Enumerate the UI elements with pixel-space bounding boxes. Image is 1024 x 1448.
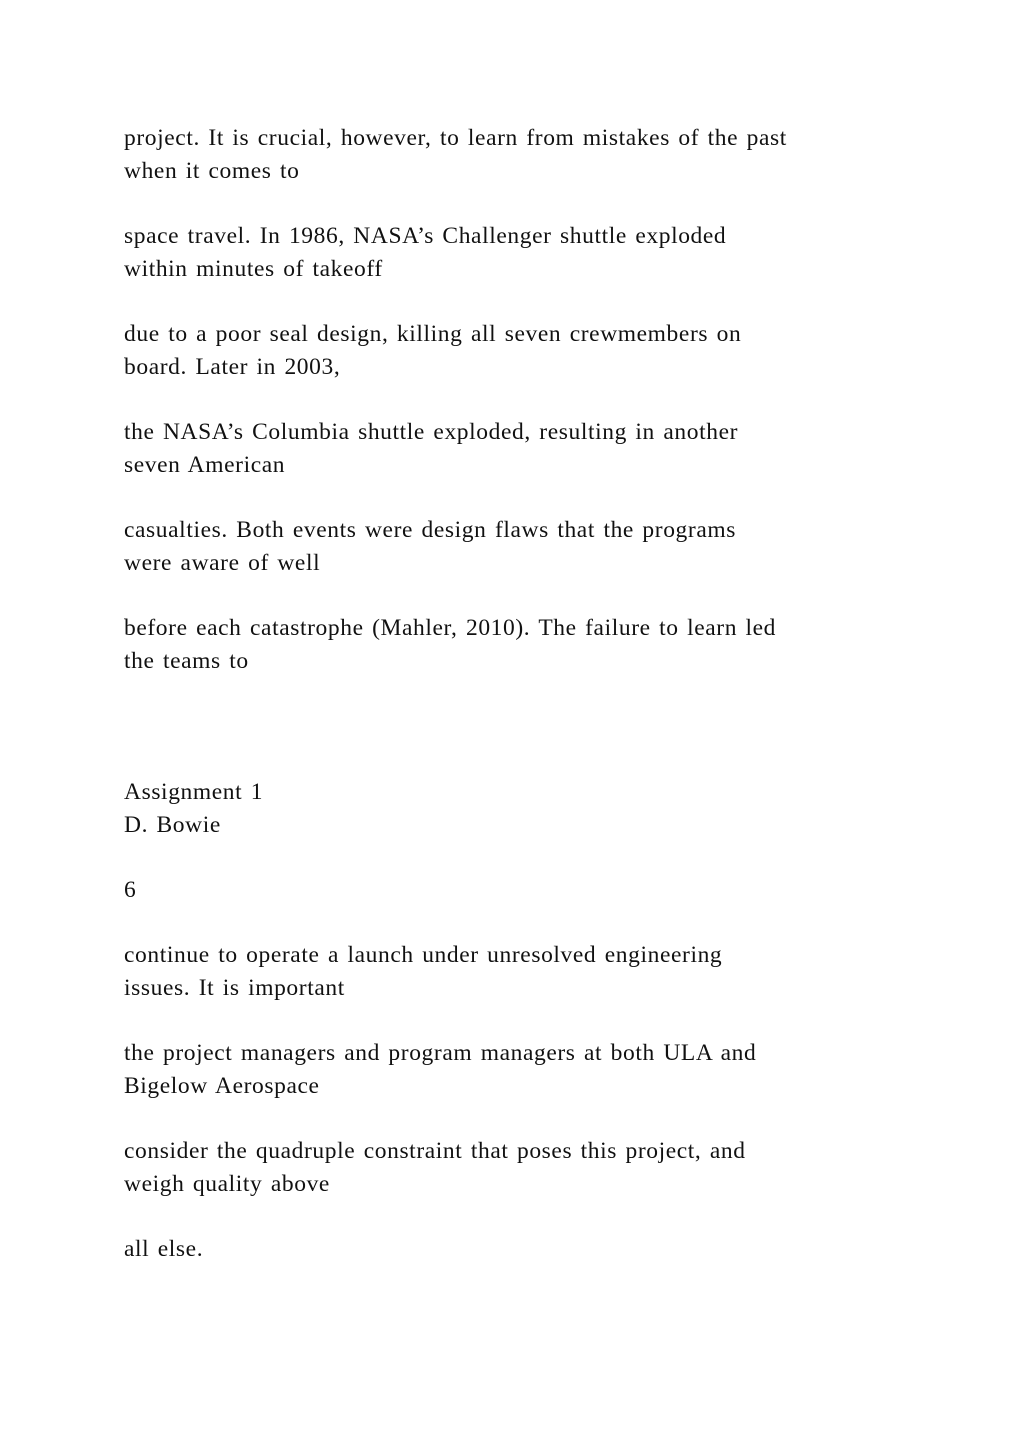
running-header [124,776,924,841]
text-line: were aware of well [124,549,321,576]
text-line: seven American [124,451,286,478]
text-line: due to a poor seal design, killing all seven crewmembers on [124,321,742,347]
paragraph [124,1233,924,1266]
text-line: continue to operate a launch under unresolved engineering [124,942,723,968]
text-line: when it comes to [124,157,300,184]
paragraph [124,318,924,383]
text-line: board. Later in 2003, [124,353,341,380]
paragraph [124,122,924,187]
text-line: before each catastrophe (Mahler, 2010). The failure to learn led [124,615,777,641]
paragraph [124,939,924,1004]
text-line: within minutes of takeoff [124,255,383,282]
text-line: the teams to [124,647,249,674]
text-line: the NASA’s Columbia shuttle exploded, resulting in another [124,419,739,445]
text-line: weigh quality above [124,1170,330,1197]
paragraph [124,514,924,579]
assignment-title: Assignment 1 [124,779,264,805]
text-line: issues. It is important [124,974,345,1001]
text-line: project. It is crucial, however, to learn from mistakes of the past [124,125,787,151]
text-line: space travel. In 1986, NASA’s Challenger shuttle exploded [124,223,727,249]
text-line: casualties. Both events were design flaws that the programs [124,517,736,543]
text-line: consider the quadruple constraint that poses this project, and [124,1138,746,1164]
text-line: the project managers and program managers at both ULA and [124,1040,757,1066]
paragraph [124,1037,924,1102]
text-line: Bigelow Aerospace [124,1072,320,1099]
text-line: all else. [124,1236,204,1262]
paragraph [124,416,924,481]
page-number: 6 [124,877,137,903]
paragraph [124,612,924,677]
paragraph [124,1135,924,1200]
page-number-block [124,874,924,907]
paragraph [124,220,924,285]
author-name: D. Bowie [124,811,221,838]
